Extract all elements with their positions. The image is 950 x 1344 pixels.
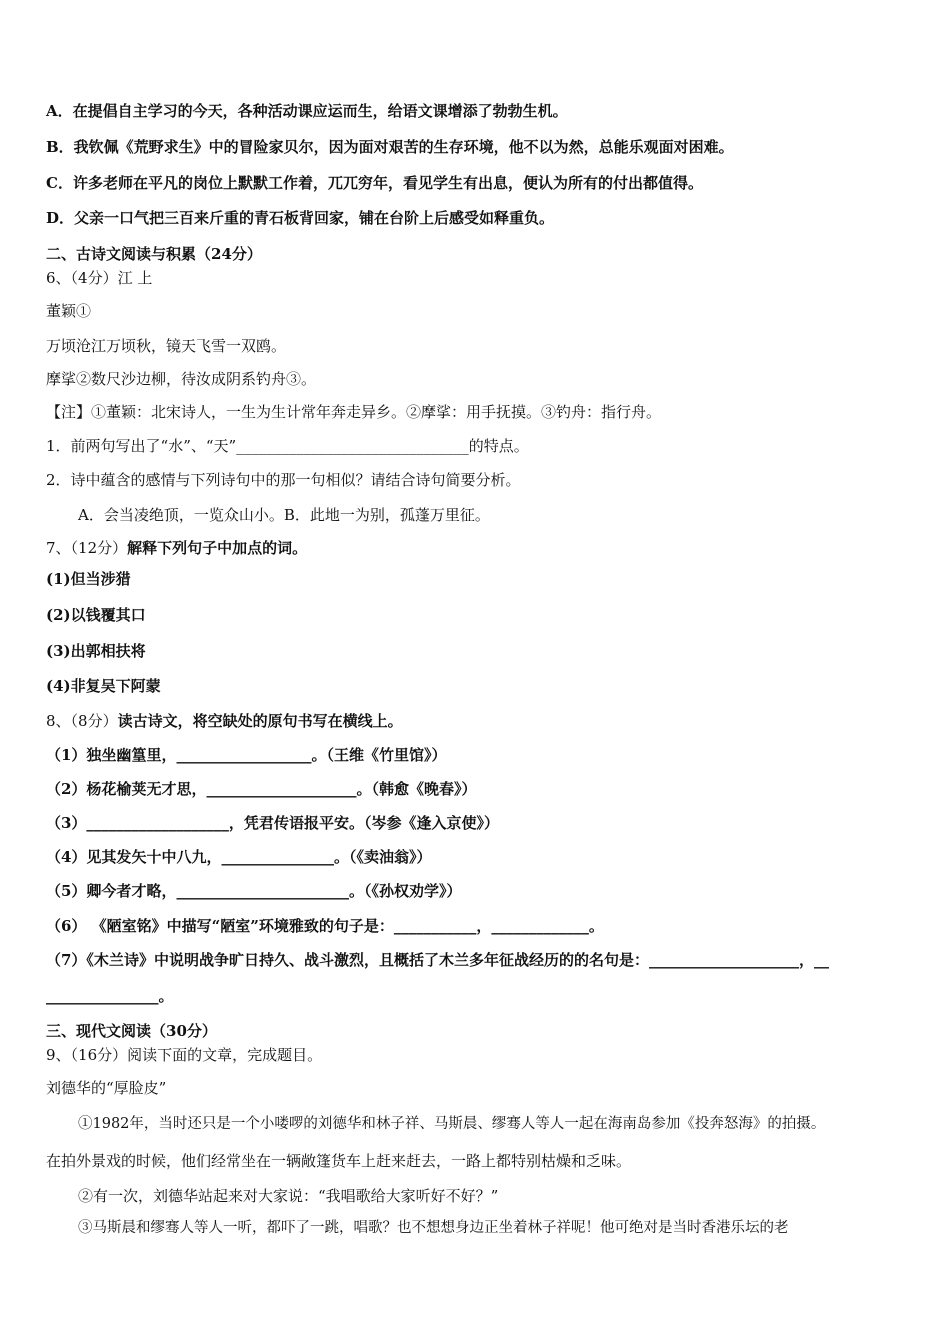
q8-head-prefix: 8、（8分）	[46, 712, 118, 730]
q7-item-4: (4)非复吴下阿蒙	[46, 677, 161, 695]
q7-head-text: 解释下列句子中加点的词。	[127, 539, 308, 557]
q7-item-3: (3)出郭相扶将	[46, 642, 146, 660]
q9-article-title: 刘德华的“厚脸皮”	[46, 1079, 167, 1097]
section3-title: 三、现代文阅读（30分）	[46, 1022, 217, 1040]
q6-sub2: 2．诗中蕴含的感情与下列诗句中的那一句相似？请结合诗句简要分析。	[46, 471, 521, 489]
q8-item-3: （3）___________________，凭君传语报平安。（岑参《逢入京使》）	[46, 814, 499, 832]
q6-author: 董颖①	[46, 302, 92, 320]
q9-paragraph-2: ②有一次，刘德华站起来对大家说：“我唱歌给大家听好不好？”	[78, 1187, 499, 1205]
q5-option-d: D．父亲一口气把三百来斤重的青石板背回家，铺在台阶上后感受如释重负。	[46, 209, 555, 227]
q5-option-b: B．我钦佩《荒野求生》中的冒险家贝尔，因为面对艰苦的生存环境，他不以为然，总能乐观面对困难。	[46, 138, 734, 156]
q9-head: 9、（16分）阅读下面的文章，完成题目。	[46, 1046, 323, 1064]
q8-head	[46, 711, 403, 731]
q6-note: 【注】①董颖：北宋诗人，一生为生计常年奔走异乡。②摩挲：用手抚摸。③钓舟：指行舟。	[46, 403, 662, 421]
q8-item-4: （4）见其发矢十中八九，_______________。（《卖油翁》）	[46, 848, 432, 866]
q8-item-6: （6） 《陋室铭》中描写“陋室”环境雅致的句子是：___________，_____________。	[46, 917, 604, 935]
q8-item-2: （2）杨花榆荚无才思，____________________。（韩愈《晚春》）	[46, 780, 477, 798]
q5-option-a: A．在提倡自主学习的今天，各种活动课应运而生，给语文课增添了勃勃生机。	[46, 102, 568, 120]
q6-poem-line1: 万顷沧江万顷秋，镜天飞雪一双鸥。	[46, 337, 287, 355]
q6-sub2-options: A．会当凌绝顶，一览众山小。B．此地一为别，孤蓬万里征。	[78, 506, 490, 524]
q8-item-7: （7）《木兰诗》中说明战争旷日持久、战斗激烈，且概括了木兰多年征战经历的的名句是：____________________，__	[46, 951, 829, 969]
q8-item-7-cont: _______________。	[46, 987, 174, 1005]
section2-title: 二、古诗文阅读与积累（24分）	[46, 245, 262, 263]
q9-paragraph-3: ③马斯晨和缪骞人等人一听，都吓了一跳，唱歌？也不想想身边正坐着林子祥呢！他可绝对是当时香港乐坛的老	[78, 1220, 789, 1236]
q8-item-1: （1）独坐幽篁里，__________________。（王维《竹里馆》）	[46, 746, 447, 764]
q6-poem-line2: 摩挲②数尺沙边柳，待汝成阴系钓舟③。	[46, 370, 317, 388]
q7-item-1: (1)但当涉猎	[46, 570, 131, 588]
q6-sub1: 1．前两句写出了“水”、“天”_______________________________的特点。	[46, 437, 529, 455]
q7-head-prefix: 7、（12分）	[46, 539, 128, 557]
q7-item-2: (2)以钱覆其口	[46, 606, 146, 624]
q9-paragraph-1b: 在拍外景戏的时候，他们经常坐在一辆敞篷货车上赶来赶去，一路上都特别枯燥和乏味。	[46, 1152, 632, 1170]
q5-option-c: C．许多老师在平凡的岗位上默默工作着，兀兀穷年，看见学生有出息，便认为所有的付出都值得。	[46, 174, 703, 192]
q6-head: 6、（4分）江 上	[46, 269, 153, 287]
q8-head-text: 读古诗文，将空缺处的原句书写在横线上。	[117, 712, 403, 730]
q7-head	[46, 538, 307, 558]
q9-paragraph-1a: ①1982年，当时还只是一个小喽啰的刘德华和林子祥、马斯晨、缪骞人等人一起在海南岛参加《投奔怒海》的拍摄。	[78, 1116, 826, 1132]
q8-item-5: （5）卿今者才略，_______________________。（《孙权劝学》）	[46, 882, 462, 900]
